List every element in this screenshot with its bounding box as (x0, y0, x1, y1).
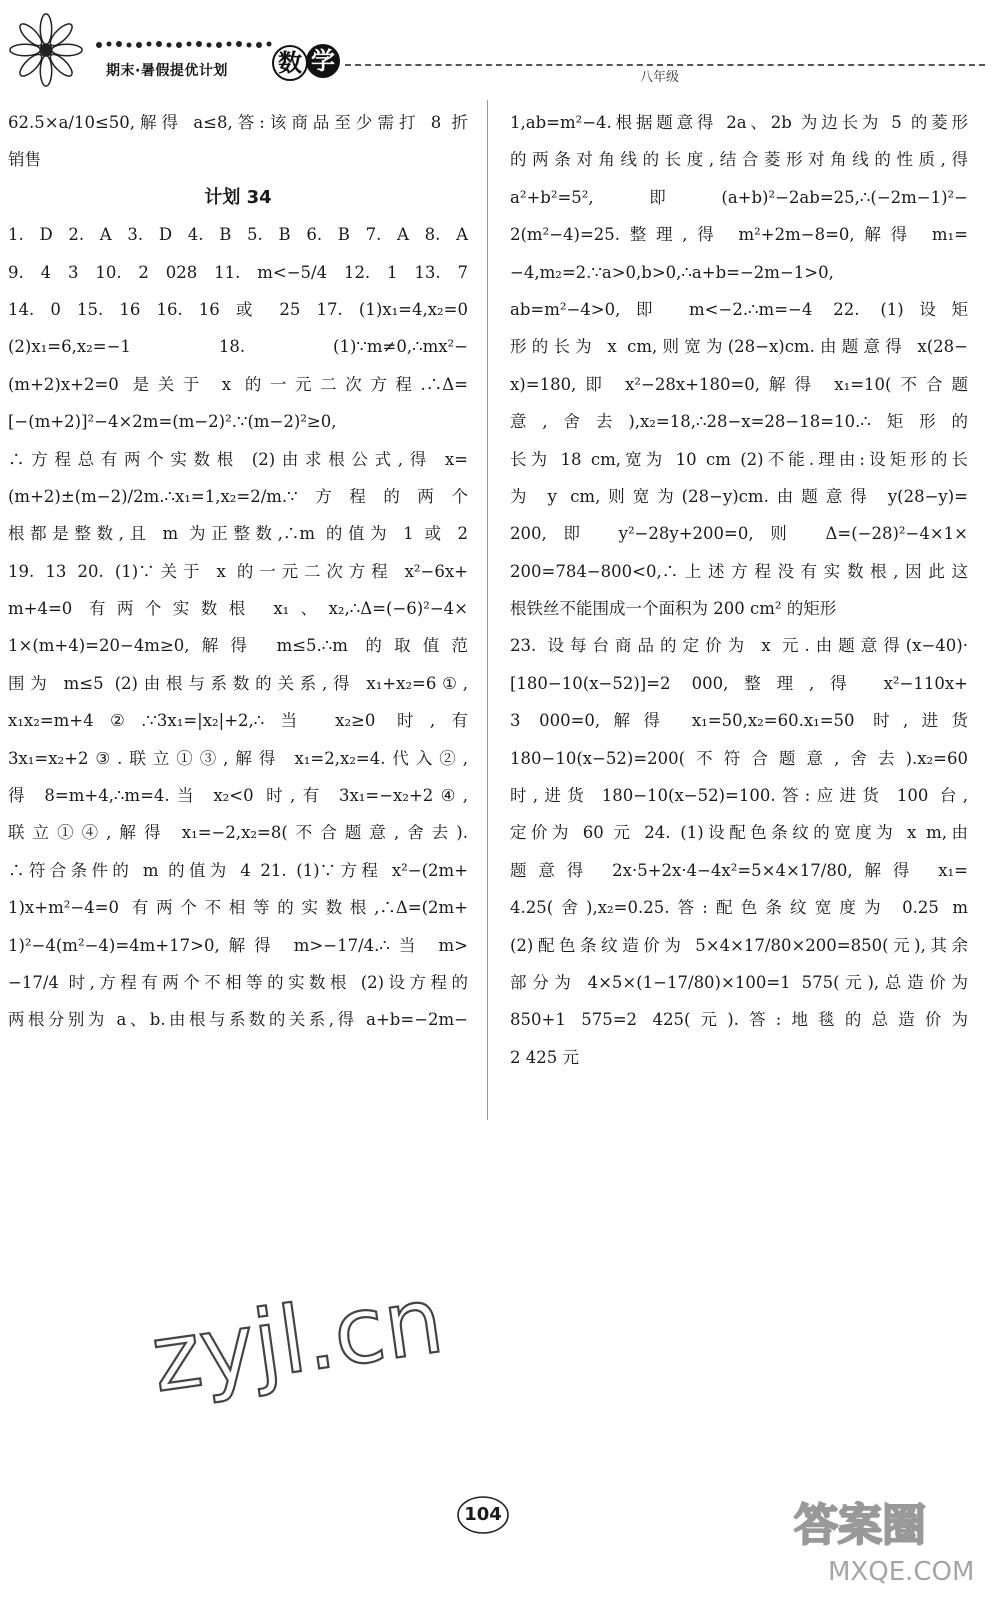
text-line: 题意得 2x·5+2x·4−4x²=5×4×17/80,解得 x₁= (510, 860, 968, 880)
text-line: 3 000=0,解得 x₁=50,x₂=60.x₁=50 时,进货 (510, 711, 968, 731)
page-header (0, 0, 996, 100)
text-line: a²+b²=5²,即(a+b)²−2ab=25,∴(−2m−1)²− (510, 187, 968, 207)
watermark-text: zyjl.cn (145, 1266, 450, 1413)
right-column (510, 104, 968, 1076)
text-line: 意,舍去),x₂=18,∴28−x=28−18=10.∴矩形的 (510, 412, 968, 432)
text-line: m+4=0 有两个实数根 x₁、x₂,∴Δ=(−6)²−4× (8, 599, 468, 619)
text-line: 围为 m≤5 (2)由根与系数的关系,得 x₁+x₂=6①, (8, 673, 468, 693)
text-line: ab=m²−4>0,即 m<−2.∴m=−4 22. (1)设矩 (510, 299, 968, 319)
text-line: 180−10(x−52)=200(不符合题意,舍去).x₂=60 (510, 748, 968, 768)
bead-string-decoration-icon (95, 38, 275, 52)
text-line: 62.5×a/10≤50,解得 a≤8,答:该商品至少需打 8 折 (8, 113, 468, 132)
text-line: x₁x₂=m+4②.∵3x₁=|x₂|+2,∴当 x₂≥0 时,有 (8, 711, 468, 731)
text-line: [−(m+2)]²−4×2m=(m−2)².∵(m−2)²≥0, (8, 412, 337, 432)
corner-logo-url: MXQE.COM (828, 1557, 975, 1587)
text-line: 为 y cm,则宽为(28−y)cm.由题意得 y(28−y)= (510, 486, 968, 506)
flower-decoration-icon (8, 12, 84, 88)
text-line: (2)x₁=6,x₂=−1 18. (1)∵m≠0,∴mx²− (8, 337, 468, 357)
text-line: x)=180,即 x²−28x+180=0,解得 x₁=10(不合题 (510, 374, 968, 394)
text-line: [180−10(x−52)]=2 000,整理,得 x²−110x+ (510, 673, 968, 693)
text-line: 850+1 575=2 425(元).答:地毯的总造价为 (510, 1010, 968, 1030)
series-title: 期末·暑假提优计划 (106, 63, 228, 79)
text-line: 两根分别为 a、b.由根与系数的关系,得 a+b=−2m− (8, 1010, 468, 1030)
section-heading: 计划 34 (204, 186, 272, 208)
text-line: ∴方程总有两个实数根 (2)由求根公式,得 x= (8, 449, 468, 469)
text-line: (2)配色条纹造价为 5×4×17/80×200=850(元),其余 (510, 935, 968, 955)
text-line: 2(m²−4)=25.整理,得 m²+2m−8=0,解得 m₁= (510, 225, 968, 245)
text-line: 200,即 y²−28y+200=0,则 Δ=(−28)²−4×1× (510, 524, 968, 544)
column-divider (487, 100, 488, 1120)
text-line: 23. 设每台商品的定价为 x 元.由题意得(x−40)· (510, 636, 968, 656)
subject-char-1: 数 (272, 45, 308, 81)
text-line: 根都是整数,且 m 为正整数,∴m 的值为 1 或 2 (8, 524, 468, 544)
text-line: 1,ab=m²−4.根据题意得 2a、2b 为边长为 5 的菱形 (510, 113, 968, 132)
text-line: 得 8=m+4,∴m=4.当 x₂<0 时,有 3x₁=−x₂+2④, (8, 786, 468, 806)
text-line: 根铁丝不能围成一个面积为 200 cm² 的矩形 (510, 599, 837, 619)
text-line: 9. 4 3 10. 2 028 11. m<−5/4 12. 1 13. 7 (8, 262, 468, 282)
text-line: 1×(m+4)=20−4m≥0,解得 m≤5.∴m 的取值范 (8, 636, 468, 656)
text-line: 时,进货 180−10(x−52)=100.答:应进货 100 台, (510, 786, 968, 806)
text-line: 定价为 60 元 24. (1)设配色条纹的宽度为 x m,由 (510, 823, 968, 843)
text-line: 形的长为 x cm,则宽为(28−x)cm.由题意得 x(28− (510, 337, 968, 357)
watermark (140, 1230, 470, 1430)
corner-logo-text: 答案圈 (794, 1500, 926, 1551)
text-line: 的两条对角线的长度,结合菱形对角线的性质,得 (510, 150, 968, 170)
text-line: −4,m₂=2.∵a>0,b>0,∴a+b=−2m−1>0, (510, 262, 834, 282)
text-line: 1)x+m²−4=0 有两个不相等的实数根,∴Δ=(2m+ (8, 898, 468, 918)
text-line: 部分为 4×5×(1−17/80)×100=1 575(元),总造价为 (510, 972, 968, 992)
text-line: 长为 18 cm,宽为 10 cm (2)不能.理由:设矩形的长 (510, 449, 968, 469)
text-line: (m+2)x+2=0 是关于 x 的一元二次方程.∴Δ= (8, 374, 468, 394)
text-line: (m+2)±(m−2)/2m.∴x₁=1,x₂=2/m.∵方程的两个 (8, 486, 468, 506)
text-line: 2 425 元 (510, 1047, 579, 1067)
text-line: 1. D 2. A 3. D 4. B 5. B 6. B 7. A 8. A (8, 225, 468, 245)
subject-char-2: 学 (306, 44, 340, 78)
text-line: 联立①④,解得 x₁=−2,x₂=8(不合题意,舍去). (8, 823, 468, 843)
text-line: 销售 (8, 150, 41, 170)
grade-label: 八年级 (640, 70, 680, 85)
text-line: 14. 0 15. 16 16. 16 或 25 17. (1)x₁=4,x₂=0 (8, 299, 468, 319)
left-column (8, 104, 468, 1039)
text-line: 3x₁=x₂+2③.联立①③,解得 x₁=2,x₂=4.代入②, (8, 748, 468, 768)
text-line: 200=784−800<0,∴上述方程没有实数根,因此这 (510, 561, 968, 581)
page-number: 104 (464, 1504, 502, 1525)
text-line: 4.25(舍),x₂=0.25.答:配色条纹宽度为 0.25 m (510, 898, 968, 918)
text-line: −17/4 时,方程有两个不相等的实数根 (2)设方程的 (8, 972, 468, 992)
text-line: 19. 13 20. (1)∵关于 x 的一元二次方程 x²−6x+ (8, 561, 468, 581)
text-line: ∴符合条件的 m 的值为 4 21. (1)∵方程 x²−(2m+ (8, 860, 468, 880)
subject-badge (268, 44, 342, 84)
corner-logo (788, 1480, 988, 1590)
text-line: 1)²−4(m²−4)=4m+17>0,解得 m>−17/4.∴当 m> (8, 935, 468, 955)
